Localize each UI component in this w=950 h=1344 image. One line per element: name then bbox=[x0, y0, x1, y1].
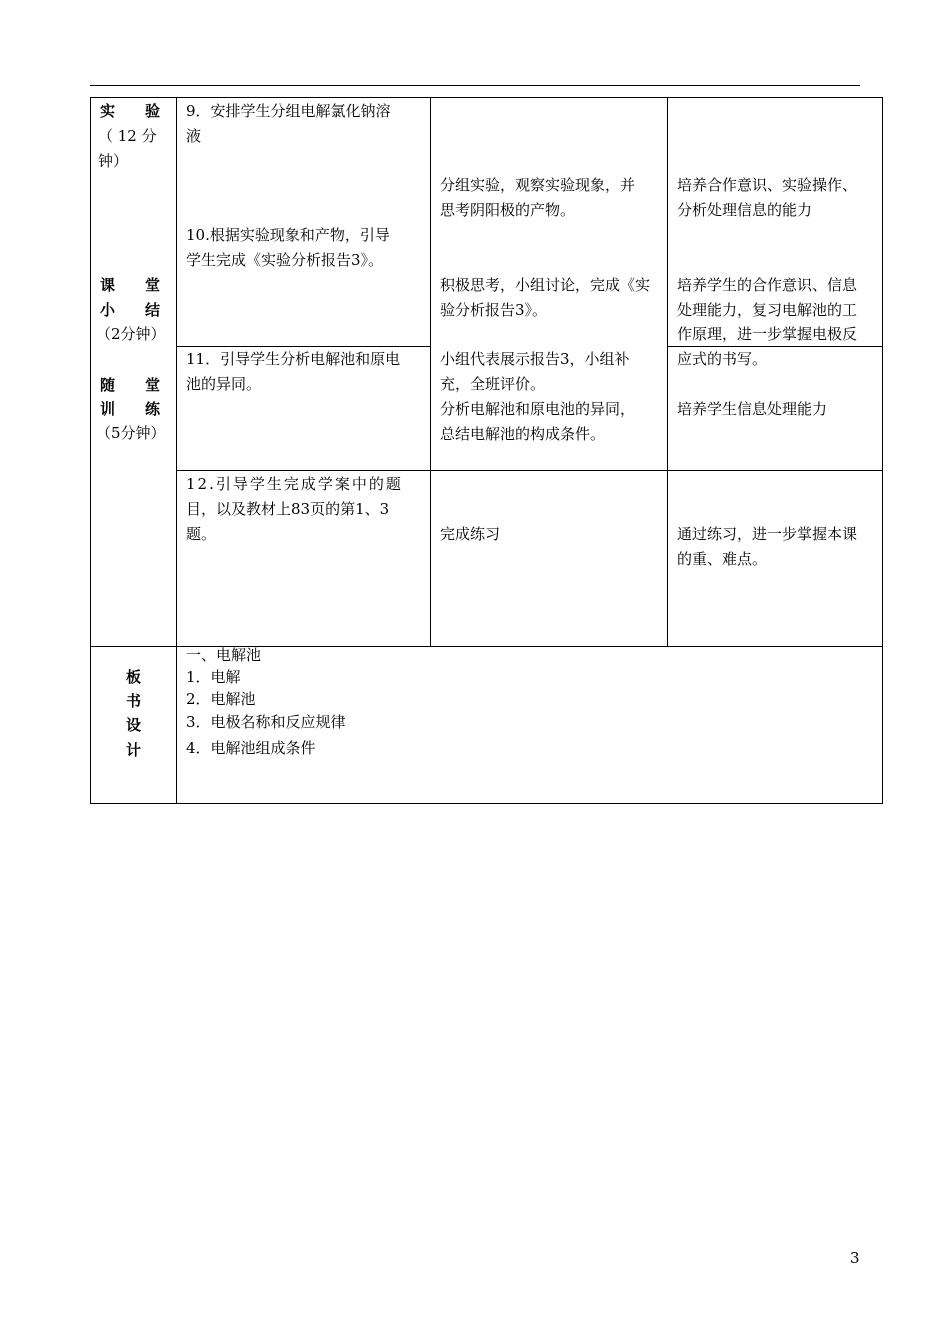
row11-student-line-b: 充，全班评价。 bbox=[440, 375, 546, 393]
row11-teacher-line-a: 11．引导学生分析电解池和原电 bbox=[186, 350, 401, 368]
stage-summary-duration: （2分钟） bbox=[96, 325, 166, 343]
row11-student-line-d: 总结电解池的构成条件。 bbox=[440, 425, 606, 443]
stage-practice-title-c: 训 bbox=[100, 400, 116, 418]
stage-experiment-title-b: 验 bbox=[145, 102, 161, 120]
col-divider-2 bbox=[430, 97, 431, 646]
board-label-4: 计 bbox=[126, 741, 142, 759]
row10-student-line-a: 积极思考，小组讨论，完成《实 bbox=[440, 276, 651, 294]
table-left-border bbox=[90, 97, 91, 804]
board-label-2: 书 bbox=[126, 692, 142, 710]
row9-teacher-line-b: 液 bbox=[186, 127, 202, 145]
stage-summary-title-c: 小 bbox=[100, 301, 116, 319]
row9-teacher-line-a: 9．安排学生分组电解氯化钠溶 bbox=[186, 102, 391, 120]
row11-teacher-line-b: 池的异同。 bbox=[186, 375, 262, 393]
table-bottom-border bbox=[90, 803, 883, 804]
stage-practice-title-a: 随 bbox=[100, 376, 116, 394]
row12-teacher-line-a: 12.引导学生完成学案中的题 bbox=[186, 475, 403, 493]
stage-practice-title-b: 堂 bbox=[145, 376, 161, 394]
row12-teacher-line-c: 题。 bbox=[186, 525, 217, 543]
stage-summary-title-a: 课 bbox=[100, 276, 116, 294]
row9-intent-line-a: 培养合作意识、实验操作、 bbox=[677, 176, 858, 194]
board-label-3: 设 bbox=[126, 716, 142, 734]
board-item-3: 3．电极名称和反应规律 bbox=[186, 713, 346, 731]
board-heading: 一、电解池 bbox=[186, 646, 262, 664]
row10-intent-line-b: 处理能力，复习电解池的工 bbox=[677, 301, 858, 319]
table-right-border bbox=[882, 97, 883, 804]
stage-practice-duration: （5分钟） bbox=[96, 424, 166, 442]
stage-experiment-title-a: 实 bbox=[100, 102, 116, 120]
row10-intent-line-a: 培养学生的合作意识、信息 bbox=[677, 276, 858, 294]
board-label-1: 板 bbox=[126, 668, 142, 686]
row12-teacher-line-b: 目，以及教材上83页的第1、3 bbox=[186, 500, 390, 518]
stage-experiment-duration-b: 钟） bbox=[98, 152, 129, 170]
board-item-1: 1．电解 bbox=[186, 668, 241, 686]
row12-intent-line-a: 通过练习，进一步掌握本课 bbox=[677, 525, 858, 543]
row11-student-line-a: 小组代表展示报告3，小组补 bbox=[440, 350, 630, 368]
stage-summary-title-b: 堂 bbox=[145, 276, 161, 294]
row10-intent-line-c: 作原理，进一步掌握电极反 bbox=[677, 325, 858, 343]
stage-practice-title-d: 练 bbox=[145, 400, 161, 418]
stage-summary-title-d: 结 bbox=[145, 301, 161, 319]
row9-intent-line-b: 分析处理信息的能力 bbox=[677, 201, 813, 219]
row11-intent-line-a: 应式的书写。 bbox=[677, 350, 768, 368]
row11-student-line-c: 分析电解池和原电池的异同， bbox=[440, 400, 636, 418]
col-divider-1 bbox=[176, 97, 177, 804]
row10-teacher-line-b: 学生完成《实验分析报告3》。 bbox=[186, 251, 384, 269]
col-divider-3 bbox=[667, 97, 668, 646]
row10-teacher-line-a: 10.根据实验现象和产物，引导 bbox=[186, 226, 390, 244]
row10-student-line-b: 验分析报告3》。 bbox=[440, 301, 548, 319]
row9-student-line-b: 思考阴阳极的产物。 bbox=[440, 201, 576, 219]
stage-experiment-duration-a: （ 12 分 bbox=[98, 127, 157, 145]
row12-student: 完成练习 bbox=[440, 525, 501, 543]
board-item-4: 4．电解池组成条件 bbox=[186, 739, 316, 757]
row9-student-line-a: 分组实验，观察实验现象，并 bbox=[440, 176, 636, 194]
row11-intent-line-b: 培养学生信息处理能力 bbox=[677, 400, 828, 418]
page-number: 3 bbox=[850, 1249, 860, 1267]
header-rule bbox=[90, 85, 860, 86]
row12-intent-line-b: 的重、难点。 bbox=[677, 550, 768, 568]
board-item-2: 2．电解池 bbox=[186, 690, 256, 708]
